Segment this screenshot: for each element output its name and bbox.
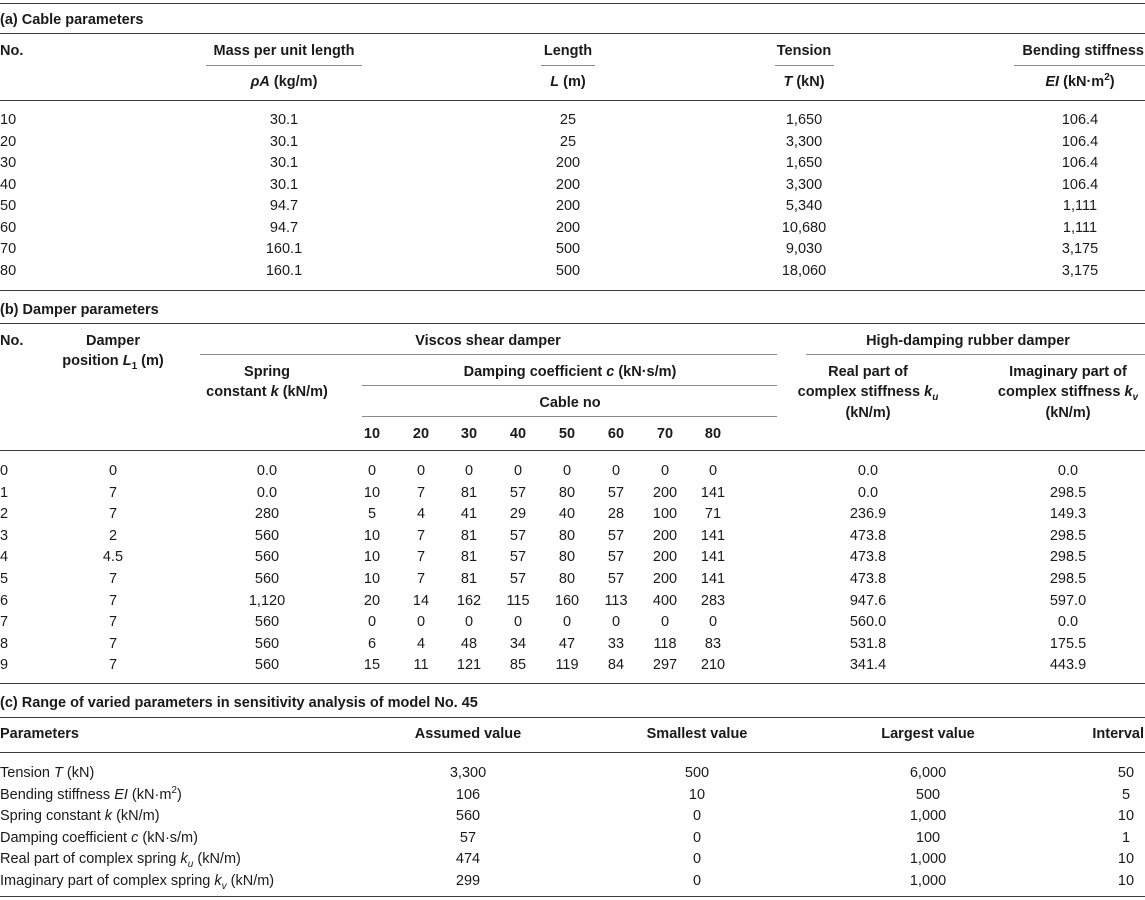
- b-cell-damping: 10: [363, 527, 381, 544]
- b-cell-damping: 0: [416, 614, 426, 631]
- c-cell-largest: 500: [915, 786, 941, 803]
- a-cell-no: 10: [0, 112, 17, 128]
- c-header-largest: Largest value: [881, 726, 975, 742]
- b-cell-damping: 29: [509, 506, 527, 523]
- b-cell-real: 531.8: [849, 635, 887, 652]
- b-header-cable-col: 10: [363, 426, 381, 442]
- a-cell-length: 200: [555, 198, 581, 214]
- b-cell-damping: 28: [607, 506, 625, 523]
- c-cell-interval: 10: [1117, 873, 1135, 889]
- c-cell-smallest: 0: [692, 873, 702, 889]
- c-cell-interval: 5: [1121, 786, 1131, 803]
- rule-a-header-bottom: [0, 100, 1145, 101]
- b-cell-damping: 141: [700, 484, 726, 501]
- a-cell-bending: 1,111: [1062, 198, 1098, 214]
- b-cell-damping: 81: [460, 527, 478, 544]
- b-cell-damping: 0: [562, 463, 572, 479]
- b-cell-damper-position: 7: [108, 657, 118, 674]
- b-cell-damping: 7: [416, 527, 426, 544]
- b-cell-damper-position: 7: [108, 592, 118, 609]
- a-cell-bending: 106.4: [1061, 133, 1099, 150]
- b-cell-imag: 298.5: [1049, 571, 1087, 587]
- rule-c-header-bottom: [0, 752, 1145, 753]
- b-cell-damping: 4: [416, 506, 426, 523]
- b-cell-damping: 141: [700, 571, 726, 587]
- a-cell-bending: 1,111: [1062, 219, 1098, 236]
- b-cell-no: 3: [0, 527, 9, 544]
- b-header-imag-line2: complex stiffness $k_v$: [997, 384, 1139, 403]
- b-cell-damping: 0: [660, 614, 670, 631]
- b-cell-spring: 0.0: [256, 463, 278, 479]
- b-header-cable-col: 40: [509, 426, 527, 442]
- b-cell-damping: 15: [363, 657, 381, 674]
- b-cell-damper-position: 7: [108, 635, 118, 652]
- b-header-damping: Damping coefficient c (kN·s/m): [463, 364, 677, 380]
- c-cell-parameter: Real part of complex spring $k_u$ (kN/m): [0, 851, 241, 871]
- a-cell-bending: 106.4: [1061, 176, 1099, 193]
- a-cell-tension: 3,300: [785, 176, 823, 193]
- a-cell-length: 25: [559, 133, 577, 150]
- b-cell-damper-position: 7: [108, 614, 118, 631]
- c-cell-parameter: Imaginary part of complex spring $k_v$ (kN/m): [0, 873, 275, 892]
- c-cell-parameter: Tension T (kN): [0, 765, 95, 781]
- a-cell-no: 30: [0, 155, 17, 171]
- b-cell-damping: 210: [700, 657, 726, 674]
- b-cell-damping: 121: [456, 657, 482, 674]
- b-cell-damping: 200: [652, 549, 678, 566]
- b-header-cable-no: Cable no: [539, 395, 601, 411]
- rule-b-header-top: [0, 323, 1145, 324]
- b-header-real-line1: Real part of: [828, 364, 908, 380]
- a-cell-length: 500: [555, 241, 581, 257]
- a-cell-bending: 106.4: [1061, 155, 1099, 171]
- b-cell-damping: 0: [513, 463, 523, 479]
- c-cell-smallest: 10: [688, 786, 706, 803]
- a-cell-no: 60: [0, 219, 17, 236]
- b-cell-damping: 34: [509, 635, 527, 652]
- b-cell-imag: 0.0: [1057, 463, 1079, 479]
- b-header-hdr: High-damping rubber damper: [866, 333, 1070, 349]
- b-header-cable-col: 20: [412, 426, 430, 442]
- b-cell-imag: 298.5: [1049, 484, 1087, 501]
- c-cell-assumed: 560: [455, 808, 481, 825]
- b-cell-damper-position: 7: [108, 506, 118, 523]
- b-cell-damping: 118: [653, 635, 677, 652]
- c-cell-largest: 1,000: [909, 808, 947, 825]
- b-cell-damping: 119: [555, 657, 579, 674]
- b-cell-damping: 115: [506, 592, 530, 609]
- b-cell-damping: 0: [513, 614, 523, 631]
- b-cell-damper-position: 2: [108, 527, 118, 544]
- c-header-smallest: Smallest value: [646, 726, 748, 742]
- b-cell-damping: 14: [412, 592, 430, 609]
- b-cell-damping: 113: [604, 592, 628, 609]
- c-cell-smallest: 0: [692, 808, 702, 825]
- rule-c-header-top: [0, 717, 1145, 718]
- c-cell-interval: 50: [1117, 765, 1135, 781]
- b-cell-damping: 162: [456, 592, 482, 609]
- b-hdr-underline: [806, 354, 1145, 355]
- c-header-interval: Interval: [1092, 726, 1144, 742]
- b-cell-damping: 7: [416, 571, 426, 587]
- a-header-mass: Mass per unit length: [213, 43, 355, 59]
- c-cell-largest: 100: [915, 829, 941, 846]
- c-cell-interval: 1: [1121, 829, 1131, 846]
- a-cell-bending: 3,175: [1061, 241, 1099, 257]
- b-cell-no: 8: [0, 635, 9, 652]
- b-cell-damping: 81: [460, 571, 478, 587]
- section-c-title: (c) Range of varied parameters in sensitivity analysis of model No. 45: [0, 695, 478, 711]
- c-header-assumed: Assumed value: [414, 726, 522, 742]
- b-cell-imag: 298.5: [1049, 549, 1087, 566]
- rule-b-bottom: [0, 683, 1145, 684]
- b-cell-imag: 0.0: [1057, 614, 1079, 631]
- b-cell-damping: 57: [607, 549, 625, 566]
- b-cell-damping: 0: [708, 463, 718, 479]
- b-cell-damping: 85: [509, 657, 527, 674]
- section-b-title: (b) Damper parameters: [0, 302, 159, 318]
- b-cell-imag: 298.5: [1049, 527, 1087, 544]
- a-cell-mass: 30.1: [269, 112, 299, 128]
- rule-a-bottom: [0, 290, 1145, 291]
- b-cell-damping: 57: [509, 527, 527, 544]
- b-cell-damping: 0: [367, 463, 377, 479]
- b-cell-spring: 280: [254, 506, 280, 523]
- a-cell-length: 200: [555, 155, 581, 171]
- a-cell-mass: 94.7: [269, 219, 299, 236]
- b-cell-spring: 560: [254, 549, 280, 566]
- rule-a-header-top: [0, 33, 1145, 34]
- a-cell-tension: 1,650: [785, 155, 823, 171]
- b-cell-no: 4: [0, 549, 9, 566]
- b-cell-real: 560.0: [849, 614, 887, 631]
- b-cell-damping: 0: [367, 614, 377, 631]
- b-cell-real: 236.9: [849, 506, 887, 523]
- b-cell-damper-position: 4.5: [102, 549, 124, 566]
- b-cell-damping: 0: [464, 614, 474, 631]
- b-cell-damping: 83: [704, 635, 722, 652]
- b-cell-damping: 7: [416, 549, 426, 566]
- a-cell-bending: 3,175: [1061, 262, 1099, 279]
- a-cell-mass: 160.1: [265, 241, 303, 257]
- a-cell-mass: 30.1: [269, 133, 299, 150]
- b-cell-damping: 141: [700, 527, 726, 544]
- a-bending-underline: [1014, 65, 1145, 66]
- b-header-no: No.: [0, 333, 24, 349]
- a-header-no: No.: [0, 43, 24, 59]
- b-header-spring-line1: Spring: [244, 364, 290, 380]
- b-viscous-underline: [200, 354, 777, 355]
- a-cell-length: 25: [559, 112, 577, 128]
- b-cell-real: 473.8: [849, 571, 887, 587]
- a-cell-tension: 10,680: [781, 219, 827, 236]
- b-cell-spring: 560: [254, 614, 280, 631]
- c-cell-smallest: 0: [692, 851, 702, 868]
- a-cell-mass: 30.1: [269, 155, 299, 171]
- b-header-real-unit: (kN/m): [845, 405, 891, 421]
- c-cell-largest: 6,000: [909, 765, 947, 781]
- b-cell-damper-position: 7: [108, 571, 118, 587]
- b-cell-spring: 1,120: [248, 592, 286, 609]
- b-cell-damping: 80: [558, 527, 576, 544]
- b-header-cable-col: 70: [656, 426, 674, 442]
- b-cell-damping: 48: [460, 635, 478, 652]
- b-cell-spring: 560: [254, 571, 280, 587]
- a-cell-no: 50: [0, 198, 17, 214]
- a-header-length: Length: [543, 43, 593, 59]
- b-header-damper-line1: Damper: [86, 333, 140, 349]
- c-cell-parameter: Spring constant k (kN/m): [0, 808, 160, 825]
- c-cell-smallest: 0: [692, 829, 702, 846]
- b-cell-damping: 71: [704, 506, 722, 523]
- b-header-spring-line2: constant k (kN/m): [206, 384, 328, 400]
- b-cell-damping: 400: [652, 592, 678, 609]
- c-cell-assumed: 3,300: [449, 765, 487, 781]
- a-cell-tension: 9,030: [785, 241, 823, 257]
- c-cell-interval: 10: [1117, 808, 1135, 825]
- b-cell-real: 341.4: [849, 657, 887, 674]
- b-cell-damping: 0: [464, 463, 474, 479]
- a-header-mass-unit: ρA (kg/m): [250, 74, 318, 90]
- b-header-cable-col: 30: [460, 426, 478, 442]
- b-cell-damping: 57: [509, 484, 527, 501]
- b-cell-spring: 560: [254, 635, 280, 652]
- b-cell-damping: 57: [509, 549, 527, 566]
- b-damping-underline: [362, 385, 777, 386]
- b-cell-real: 947.6: [849, 592, 887, 609]
- b-cell-damping: 81: [460, 549, 478, 566]
- c-cell-assumed: 57: [459, 829, 477, 846]
- c-cell-assumed: 474: [455, 851, 481, 868]
- rule-top: [0, 3, 1145, 4]
- a-header-bending-unit: EI $(kN\cdot m^2)$: [1045, 72, 1115, 90]
- b-cell-damping: 200: [652, 527, 678, 544]
- a-header-tension-unit: T (kN): [783, 74, 825, 90]
- b-header-cable-col: 50: [558, 426, 576, 442]
- a-length-underline: [541, 65, 595, 66]
- b-cell-damping: 57: [607, 484, 625, 501]
- b-cell-spring: 0.0: [256, 484, 278, 501]
- b-header-imag-line1: Imaginary part of: [1009, 364, 1127, 380]
- c-cell-largest: 1,000: [909, 873, 947, 889]
- b-header-viscous: Viscos shear damper: [415, 333, 561, 349]
- b-cell-real: 473.8: [849, 549, 887, 566]
- a-cell-bending: 106.4: [1061, 112, 1099, 128]
- b-cell-damper-position: 0: [108, 463, 118, 479]
- b-cell-damping: 57: [607, 527, 625, 544]
- b-header-cable-col: 60: [607, 426, 625, 442]
- b-cell-damping: 0: [611, 463, 621, 479]
- c-cell-assumed: 299: [455, 873, 481, 889]
- b-cell-no: 6: [0, 592, 9, 609]
- b-cell-damping: 6: [367, 635, 377, 652]
- b-cell-imag: 443.9: [1049, 657, 1087, 674]
- a-cell-tension: 18,060: [781, 262, 827, 279]
- c-header-parameters: Parameters: [0, 726, 79, 742]
- b-cell-damping: 5: [367, 506, 377, 523]
- c-cell-interval: 10: [1117, 851, 1135, 868]
- b-cell-damping: 11: [413, 657, 429, 674]
- b-cell-damping: 41: [460, 506, 478, 523]
- b-cell-damping: 20: [363, 592, 381, 609]
- b-cell-damping: 7: [416, 484, 426, 501]
- b-cell-damping: 81: [460, 484, 478, 501]
- b-cell-no: 9: [0, 657, 9, 674]
- b-cell-damping: 0: [660, 463, 670, 479]
- b-cell-real: 0.0: [857, 463, 879, 479]
- a-cell-length: 500: [555, 262, 581, 279]
- b-cell-imag: 175.5: [1049, 635, 1087, 652]
- b-cell-damping: 297: [652, 657, 678, 674]
- b-cell-damping: 100: [652, 506, 678, 523]
- b-cell-damping: 10: [363, 549, 381, 566]
- b-cell-imag: 597.0: [1049, 592, 1087, 609]
- a-cell-no: 70: [0, 241, 17, 257]
- a-header-bending: Bending stiffness: [1022, 43, 1144, 59]
- a-mass-underline: [206, 65, 362, 66]
- b-cell-real: 0.0: [857, 484, 879, 501]
- b-cell-damping: 0: [708, 614, 718, 631]
- b-cell-damping: 141: [700, 549, 726, 566]
- section-a-title: (a) Cable parameters: [0, 12, 144, 28]
- a-header-length-unit: L (m): [550, 74, 586, 90]
- b-cell-spring: 560: [254, 527, 280, 544]
- b-cell-real: 473.8: [849, 527, 887, 544]
- b-cell-damping: 47: [558, 635, 576, 652]
- a-tension-underline: [775, 65, 834, 66]
- b-cell-damping: 160: [554, 592, 580, 609]
- b-cell-damping: 80: [558, 549, 576, 566]
- b-header-real-line2: complex stiffness $k_u$: [797, 384, 939, 403]
- c-cell-parameter: Bending stiffness EI $(kN\cdot m^2)$: [0, 784, 182, 803]
- b-cell-damping: 4: [416, 635, 426, 652]
- rule-b-header-bottom: [0, 450, 1145, 451]
- b-cell-no: 5: [0, 571, 9, 587]
- c-cell-largest: 1,000: [909, 851, 947, 868]
- a-cell-tension: 5,340: [785, 198, 823, 214]
- a-cell-no: 80: [0, 262, 17, 279]
- a-cell-length: 200: [555, 219, 581, 236]
- a-header-tension: Tension: [776, 43, 832, 59]
- b-cell-damping: 0: [562, 614, 572, 631]
- b-cell-damping: 283: [700, 592, 726, 609]
- b-cell-damping: 80: [558, 571, 576, 587]
- b-cell-damping: 84: [607, 657, 625, 674]
- b-cable-underline: [362, 416, 777, 417]
- a-cell-no: 20: [0, 133, 17, 150]
- b-cell-damping: 10: [363, 484, 381, 501]
- b-cell-damping: 0: [416, 463, 426, 479]
- a-cell-mass: 94.7: [269, 198, 299, 214]
- b-cell-damping: 80: [558, 484, 576, 501]
- b-cell-no: 2: [0, 506, 9, 523]
- b-cell-damping: 33: [607, 635, 625, 652]
- b-cell-damping: 57: [607, 571, 625, 587]
- c-cell-assumed: 106: [455, 786, 481, 803]
- b-cell-damping: 0: [611, 614, 621, 631]
- b-cell-damping: 40: [558, 506, 576, 523]
- b-cell-spring: 560: [254, 657, 280, 674]
- a-cell-tension: 1,650: [785, 112, 823, 128]
- b-cell-no: 7: [0, 614, 9, 631]
- b-header-cable-col: 80: [704, 426, 722, 442]
- a-cell-length: 200: [555, 176, 581, 193]
- b-cell-damper-position: 7: [108, 484, 118, 501]
- b-cell-damping: 200: [652, 571, 678, 587]
- a-cell-mass: 160.1: [265, 262, 303, 279]
- c-cell-parameter: Damping coefficient c (kN·s/m): [0, 829, 198, 846]
- rule-c-bottom: [0, 896, 1145, 897]
- a-cell-tension: 3,300: [785, 133, 823, 150]
- b-cell-damping: 10: [363, 571, 381, 587]
- b-header-imag-unit: (kN/m): [1045, 405, 1091, 421]
- b-cell-no: 0: [0, 463, 9, 479]
- b-header-damper-line2: position $L_1$ (m): [62, 353, 164, 372]
- c-cell-smallest: 500: [684, 765, 710, 781]
- b-cell-no: 1: [0, 484, 9, 501]
- a-cell-no: 40: [0, 176, 17, 193]
- b-cell-imag: 149.3: [1049, 506, 1087, 523]
- a-cell-mass: 30.1: [269, 176, 299, 193]
- b-cell-damping: 57: [509, 571, 527, 587]
- b-cell-damping: 200: [652, 484, 678, 501]
